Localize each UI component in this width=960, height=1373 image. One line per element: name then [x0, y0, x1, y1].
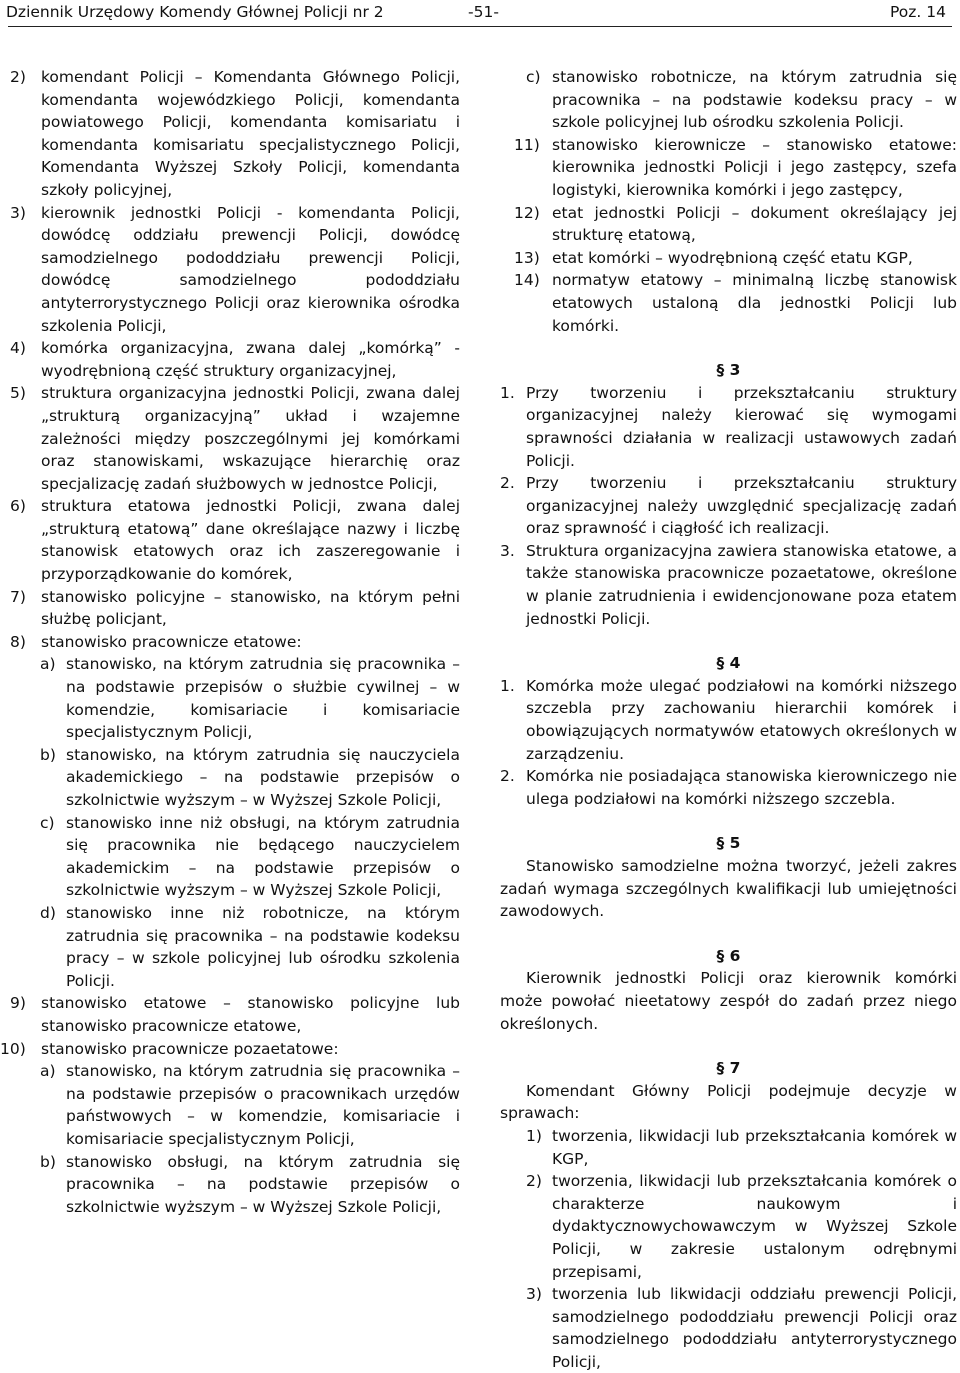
sub-item: c) stanowisko inne niż obsługi, na którym zatrudnia się pracownika nie będącego nauczycielem akademickim – na podstawie przepisów o szkolnictwie wyższym – w Wyższej Szkole Policji,	[40, 813, 460, 900]
definition-item: 6) struktura etatowa jednostki Policji, zwana dalej „strukturą etatową” dane określające nazwy i liczbę stanowisk etatowych oraz ich zaszeregowanie i przyporządkowanie do komórek,	[10, 497, 460, 584]
paragraph: 1. Przy tworzeniu i przekształcaniu struktury organizacyjnej należy kierować się wymogami sprawności działania w realizacji ustawowych zadań Policji.	[500, 383, 957, 470]
section-heading: § 3	[716, 361, 741, 380]
sub-item: d) stanowisko inne niż robotnicze, na którym zatrudnia się pracownika – na podstawie kodeksu pracy – w szkole policyjnej lub ośrodku szkolenia Policji.	[40, 903, 460, 990]
position-number: Poz. 14	[890, 3, 946, 21]
section-heading: § 7	[716, 1059, 741, 1078]
definition-item: 10) stanowisko pracownicze pozaetatowe:	[0, 1039, 339, 1058]
paragraph: Stanowisko samodzielne można tworzyć, jeżeli zakres zadań wymaga szczególnych kwalifikacji lub umiejętności zawodowych.	[500, 857, 957, 921]
sub-item: a) stanowisko, na którym zatrudnia się pracownika – na podstawie przepisów o pracownikach urzędów państwowych – w komendzie, komisariacie i komisariacie specjalistycznym Policji,	[40, 1062, 460, 1148]
definition-item: 8) stanowisko pracownicze etatowe:	[10, 632, 302, 651]
section-heading: § 4	[716, 654, 741, 673]
definition-item: 11) stanowisko kierownicze – stanowisko etatowe: kierownika jednostki Policji i jego zastępcy, szefa logistyki, kierownika komórki i jego zastępcy,	[514, 135, 957, 199]
sub-item: a) stanowisko, na którym zatrudnia się pracownika – na podstawie przepisów o służbie cywilnej – w komendzie, komisariacie i komisariacie specjalistycznym Policji,	[40, 655, 460, 742]
sub-item: c) stanowisko robotnicze, na którym zatrudnia się pracownika – na podstawie kodeksu pracy – w szkole policyjnej lub ośrodku szkolenia Policji.	[526, 68, 957, 132]
definition-item: 4) komórka organizacyjna, zwana dalej „komórką” - wyodrębnioną część struktury organizacyjnej,	[10, 339, 460, 380]
page-number: -51-	[468, 3, 499, 21]
journal-title: Dziennik Urzędowy Komendy Głównej Policji nr 2	[6, 3, 384, 21]
paragraph: 2. Przy tworzeniu i przekształcaniu struktury organizacyjnej należy uwzględnić specjalizację zadań oraz sprawność i ciągłość ich realizacji.	[500, 474, 957, 538]
definition-item: 5) struktura organizacyjna jednostki Policji, zwana dalej „strukturą organizacyjną” układ i wzajemne zależności między poszczególnymi jej komórkami oraz stanowiskami, wskazujące hierarchię oraz specjalizację zadań służbowych w jednostce Policji,	[10, 384, 460, 493]
paragraph: 2. Komórka nie posiadająca stanowiska kierowniczego nie ulega podziałowi na komórki niższego szczebla.	[500, 767, 957, 808]
right-column	[500, 66, 957, 1373]
paragraph: 1. Komórka może ulegać podziałowi na komórki niższego szczebla przy zachowaniu hierarchii komórek i obowiązujących normatywów etatowych określonych w zarządzeniu.	[500, 676, 957, 763]
definition-item: 3) kierownik jednostki Policji - komendanta Policji, dowódcę oddziału prewencji Policji, dowódcę samodzielnego pododdziału prewencji Policji, dowódcę samodzielnego pododdziału antyterrorystycznego Policji oraz kierownika ośrodka szkolenia Policji,	[10, 203, 460, 335]
definition-item: 12) etat jednostki Policji – dokument określający jej strukturę etatową,	[514, 203, 957, 245]
left-column	[0, 66, 460, 1218]
paragraph: Komendant Główny Policji podejmuje decyzje w sprawach:	[500, 1081, 957, 1123]
definition-item: 14) normatyw etatowy – minimalną liczbę stanowisk etatowych ustaloną dla jednostki Policji lub komórki.	[514, 271, 957, 335]
definition-item: 13) etat komórki – wyodrębnioną część etatu KGP,	[514, 248, 913, 267]
sub-item: b) stanowisko obsługi, na którym zatrudnia się pracownika – na podstawie przepisów o szkolnictwie wyższym – w Wyższej Szkole Policji,	[40, 1152, 460, 1216]
definition-item: 9) stanowisko etatowe – stanowisko policyjne lub stanowisko pracownicze etatowe,	[10, 994, 460, 1035]
paragraph: Kierownik jednostki Policji oraz kierownik komórki może powołać nieetatowy zespół do zadań przez niego określonych.	[500, 969, 957, 1033]
paragraph: 3. Struktura organizacyjna zawiera stanowiska etatowe, a także stanowiska pracownicze pozaetatowe, określone w planie zatrudnienia i ewidencjonowane poza etatem jednostki Policji.	[500, 541, 957, 628]
definition-item: 1) tworzenia, likwidacji lub przekształcania komórek w KGP,	[526, 1126, 957, 1168]
section-heading: § 6	[716, 946, 741, 965]
definition-item: 2) tworzenia, likwidacji lub przekształcania komórek o charakterze naukowym i dydaktycznowychowawczym w Wyższej Szkole Policji, w zakresie ustalonym odrębnymi przepisami,	[526, 1172, 957, 1281]
sub-item: b) stanowisko, na którym zatrudnia się nauczyciela akademickiego – na podstawie przepisów o szkolnictwie wyższym – w Wyższej Szkole Policji,	[40, 745, 460, 809]
header-rule	[8, 26, 952, 27]
definition-item: 7) stanowisko policyjne – stanowisko, na którym pełni służbę policjant,	[10, 587, 460, 629]
definition-item: 3) tworzenia lub likwidacji oddziału prewencji Policji, samodzielnego pododdziału prewencji Policji oraz samodzielnego pododdziału antyterrorystycznego Policji,	[526, 1285, 957, 1371]
definition-item: 2) komendant Policji – Komendanta Głównego Policji, komendanta wojewódzkiego Policji, komendanta powiatowego Policji, komendanta komisariatu i komendanta komisariatu specjalistycznego Policji, Komendanta Wyższej Szkoły Policji, komendanta szkoły policyjnej,	[10, 68, 460, 199]
page-header	[6, 2, 952, 24]
section-heading: § 5	[716, 834, 741, 853]
